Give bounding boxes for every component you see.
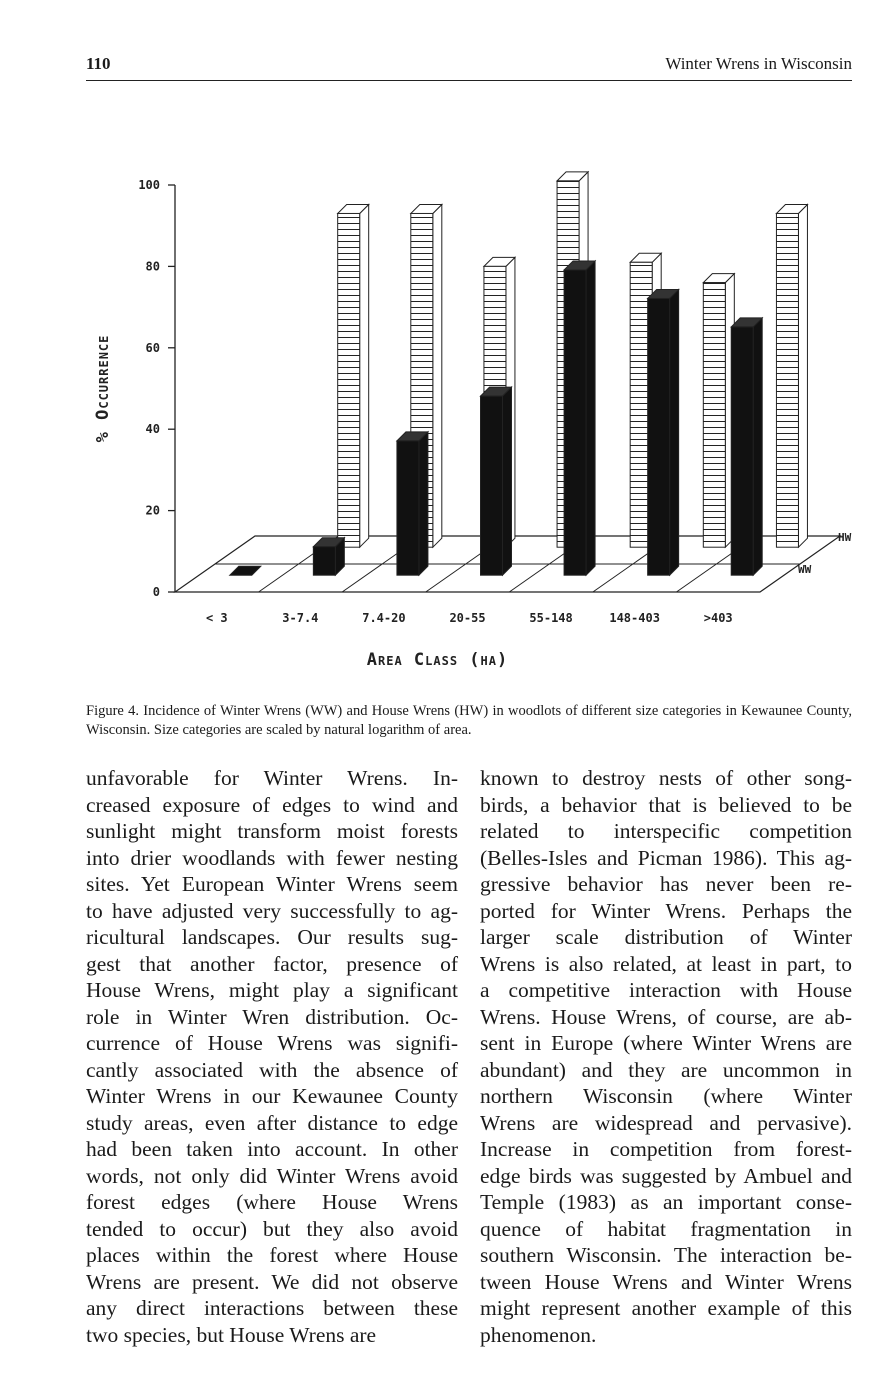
left-column-line: into drier woodlands with fewer nesting <box>86 845 458 870</box>
right-column-line: related to interspecific competition <box>480 819 852 843</box>
right-column-line: phenomenon. <box>480 1322 597 1347</box>
y-tick-label: 60 <box>145 340 160 355</box>
right-column-line: Increase in competition from forest- <box>480 1137 852 1161</box>
ww-bar-zero <box>230 566 261 575</box>
right-column-line: birds, a behavior that is believed to be <box>480 792 852 817</box>
left-column-line: sites. Yet European Winter Wrens seem <box>86 872 458 896</box>
ww-bar-front <box>397 441 419 575</box>
right-column-line: abundant) and they are uncommon in <box>480 1057 852 1082</box>
y-axis-title: % Occurrence <box>93 334 113 443</box>
body-column-right <box>480 765 852 1348</box>
x-tick-label: < 3 <box>205 611 228 625</box>
left-column-line: ricultural landscapes. Our results sug- <box>86 925 458 949</box>
right-column-line: gressive behavior has never been re- <box>480 872 852 896</box>
y-tick-label: 80 <box>145 259 160 274</box>
left-column-line: Wrens are present. We did not observe <box>86 1269 458 1294</box>
left-column-line: forest edges (where House Wrens <box>86 1190 458 1214</box>
series-label-hw: HW <box>838 531 852 545</box>
right-column-line: Wrens is also related, at least in part, to <box>480 951 852 976</box>
left-column-line: gest that another factor, presence of <box>86 951 458 976</box>
ww-bar-side <box>753 318 762 575</box>
x-tick-label: >403 <box>703 611 733 625</box>
running-title: Winter Wrens in Wisconsin <box>665 54 852 73</box>
left-column-line: had been taken into account. In other <box>86 1137 458 1161</box>
left-column-line: creased exposure of edges to wind and <box>86 792 458 817</box>
y-tick-label: 100 <box>138 178 160 192</box>
x-tick-label: 7.4-20 <box>362 611 406 625</box>
left-column-line: sunlight might transform moist forests <box>86 819 458 843</box>
y-tick-label: 20 <box>145 503 160 518</box>
left-column-line: any direct interactions between these <box>86 1296 458 1320</box>
hw-bar-front <box>776 213 798 547</box>
right-column-line: a competitive interaction with House <box>480 978 852 1002</box>
hw-bar-front <box>338 213 360 547</box>
x-tick-label: 3-7.4 <box>282 611 319 625</box>
body-column-left <box>86 765 458 1348</box>
bar-chart-3d <box>0 140 888 680</box>
right-column-line: quence of habitat fragmentation in <box>480 1216 852 1241</box>
right-column-line: known to destroy nests of other song- <box>480 766 852 790</box>
left-column-line: unfavorable for Winter Wrens. In- <box>86 766 458 790</box>
left-column-line: Winter Wrens in our Kewaunee County <box>86 1084 458 1108</box>
ww-bar-side <box>419 432 428 575</box>
left-column-line: to have adjusted very successfully to ag- <box>86 898 458 923</box>
x-tick-label: 55-148 <box>529 611 573 625</box>
figure <box>0 140 888 680</box>
right-column-line: Wrens are widespread and pervasive). <box>480 1110 852 1135</box>
x-axis-title: Area Class (ha) <box>366 650 509 670</box>
left-column-line: places within the forest where House <box>86 1243 458 1267</box>
ww-bar-front <box>731 327 753 575</box>
right-column-line: (Belles-Isles and Picman 1986). This ag- <box>480 845 852 870</box>
ww-bar-front <box>313 547 335 575</box>
hw-bar-side <box>433 204 442 547</box>
hw-bar-front <box>703 283 725 548</box>
y-tick-label: 40 <box>145 422 160 437</box>
right-column-line: southern Wisconsin. The interaction be- <box>480 1243 852 1267</box>
hw-bar-side <box>360 204 369 547</box>
x-tick-label: 148-403 <box>609 611 660 625</box>
hw-bar-side <box>798 204 807 547</box>
page-number: 110 <box>86 54 111 73</box>
ww-bar-front <box>481 396 503 575</box>
ww-bar-side <box>670 289 679 575</box>
left-column-line: two species, but House Wrens are <box>86 1322 377 1347</box>
left-column-line: currence of House Wrens was signifi- <box>86 1031 458 1055</box>
figure-caption: Figure 4. Incidence of Winter Wrens (WW) and House Wrens (HW) in woodlots of different size categories in Kewaunee County, Wisconsin. Size categories are scaled by natural logarithm of area. <box>86 703 852 738</box>
right-column-line: larger scale distribution of Winter <box>480 925 852 949</box>
right-column-line: edge birds was suggested by Ambuel and <box>480 1163 852 1188</box>
ww-bar-side <box>503 387 512 575</box>
right-column-line: sent in Europe (where Winter Wrens are <box>480 1031 852 1055</box>
series-label-ww: WW <box>798 563 812 577</box>
left-column-line: study areas, even after distance to edge <box>86 1110 458 1135</box>
left-column-line: cantly associated with the absence of <box>86 1057 458 1082</box>
page-header <box>86 52 852 81</box>
right-column-line: might represent another example of this <box>480 1296 852 1320</box>
ww-bar-front <box>648 298 670 575</box>
right-column-line: northern Wisconsin (where Winter <box>480 1084 852 1108</box>
left-column-line: House Wrens, might play a significant <box>86 978 458 1002</box>
y-tick-label: 0 <box>152 585 160 599</box>
left-column-line: tended to occur) but they also avoid <box>86 1216 458 1241</box>
right-column-line: Wrens. House Wrens, of course, are ab- <box>480 1004 852 1029</box>
right-column-line: tween House Wrens and Winter Wrens <box>480 1269 852 1294</box>
ww-bar-front <box>564 270 586 575</box>
ww-bar-side <box>586 261 595 575</box>
left-column-line: role in Winter Wren distribution. Oc- <box>86 1004 458 1029</box>
right-column-line: ported for Winter Wrens. Perhaps the <box>480 898 852 923</box>
left-column-line: words, not only did Winter Wrens avoid <box>86 1163 458 1188</box>
right-column-line: Temple (1983) as an important conse- <box>480 1190 852 1214</box>
x-tick-label: 20-55 <box>449 611 486 625</box>
